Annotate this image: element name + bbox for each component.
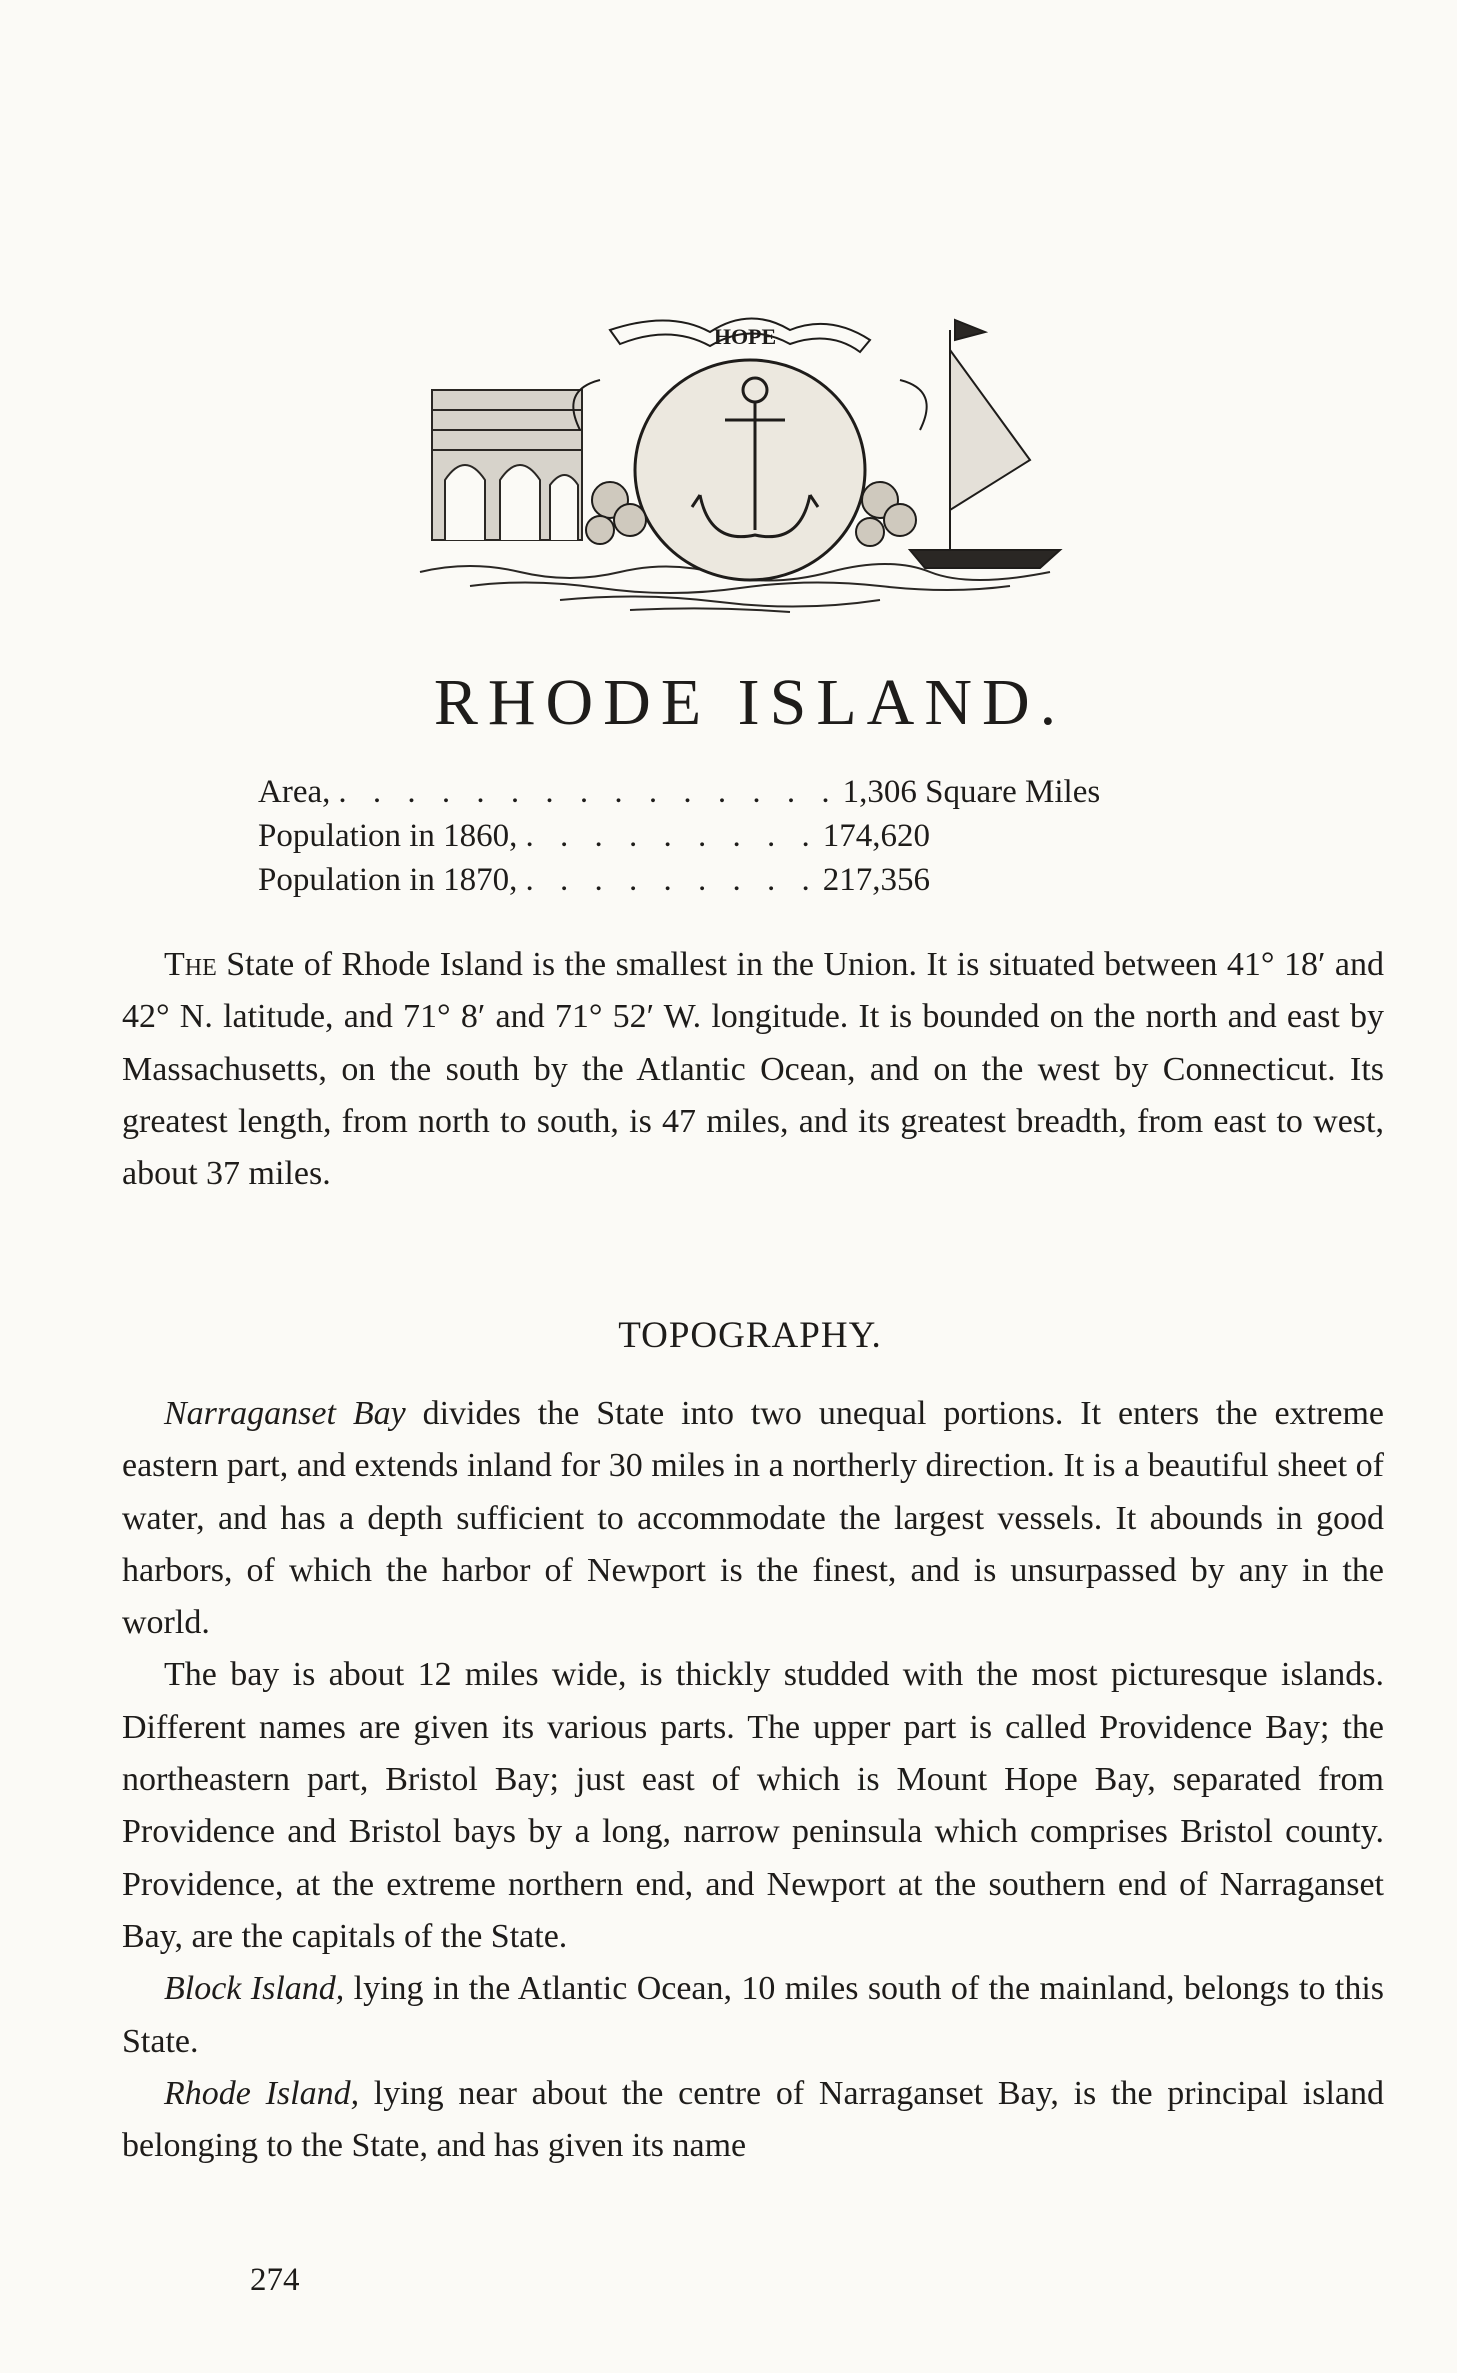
svg-text:HOPE: HOPE [713,324,777,349]
paragraph [122,2068,1384,2173]
stat-value: 217,356 [822,862,930,898]
hope-ribbon [610,318,870,352]
page-title: RHODE ISLAND. [433,666,1067,739]
intro-lead: The [164,946,217,983]
intro-text: State of Rhode Island is the smallest in the Union. It is situated between 41° 18′ and 42° N. latitude, and 71° 8′ and 71° 52′ W. longitude. It is bounded on the north and east by Massachusetts, on the south by the Atlantic Ocean, and on the west by Connecticut. Its greatest length, from north to south, is 47 miles, and its greatest breadth, from east to west, about 37 miles. [122,946,1384,1193]
state-seal-vignette [410,310,1100,615]
section-heading: TOPOGRAPHY. [618,1315,882,1356]
anchor-emblem [635,360,865,580]
paragraph-text: lying in the Atlantic Ocean, 10 miles south of the mainland, belongs to this State. [122,1970,1384,2060]
old-stone-mill [432,390,582,540]
stat-row-population-1870 [258,858,1298,902]
stat-row-area [258,770,1298,814]
paragraph-text: lying near about the centre of Narraganset Bay, is the principal island belonging to the State, and has given its name [122,2074,1385,2165]
paragraph-text: divides the State into two unequal portions. It enters the extreme eastern part, and extends inland for 30 miles in a northerly direction. It is a beautiful sheet of water, and has a depth sufficient to accommodate the largest vessels. It abounds in good harbors, of which the harbor of Newport is the finest, and is unsurpassed by any in the world. [122,1395,1384,1642]
paragraph [122,1963,1384,2068]
page-number: 274 [250,2262,300,2298]
paragraph-lead: Block Island, [164,1970,345,2008]
paragraph [122,1388,1384,1649]
paragraph-lead: Rhode Island, [164,2074,360,2112]
statistics-table [258,770,1298,902]
stat-value: 174,620 [822,818,930,854]
paragraph [122,1649,1384,1963]
leader-dots: . . . . . . . . . . . . . . . [338,774,839,810]
intro-paragraph [122,939,1384,1200]
leader-dots: . . . . . . . . . [525,818,819,854]
topography-text [122,1388,1384,2172]
stat-label: Area, [258,774,331,810]
stat-row-population-1860 [258,814,1298,858]
leader-dots: . . . . . . . . . [525,862,819,898]
sailing-ship [910,320,1060,568]
paragraph-lead: Narraganset Bay [164,1395,406,1432]
stat-label: Population in 1870, [258,862,518,898]
stat-label: Population in 1860, [258,818,518,854]
stat-value: 1,306 Square Miles [842,774,1101,810]
paragraph-text: The bay is about 12 miles wide, is thickly studded with the most picturesque islands. Different names are given its various parts. The upper part is called Providence Bay; the northeastern part, Bristol Bay; just east of which is Mount Hope Bay, separated from Providence and Bristol bays by a long, narrow peninsula which comprises Bristol county. Providence, at the extreme northern end, and Newport at the southern end of Narraganset Bay, are the capitals of the State. [122,1656,1384,1955]
